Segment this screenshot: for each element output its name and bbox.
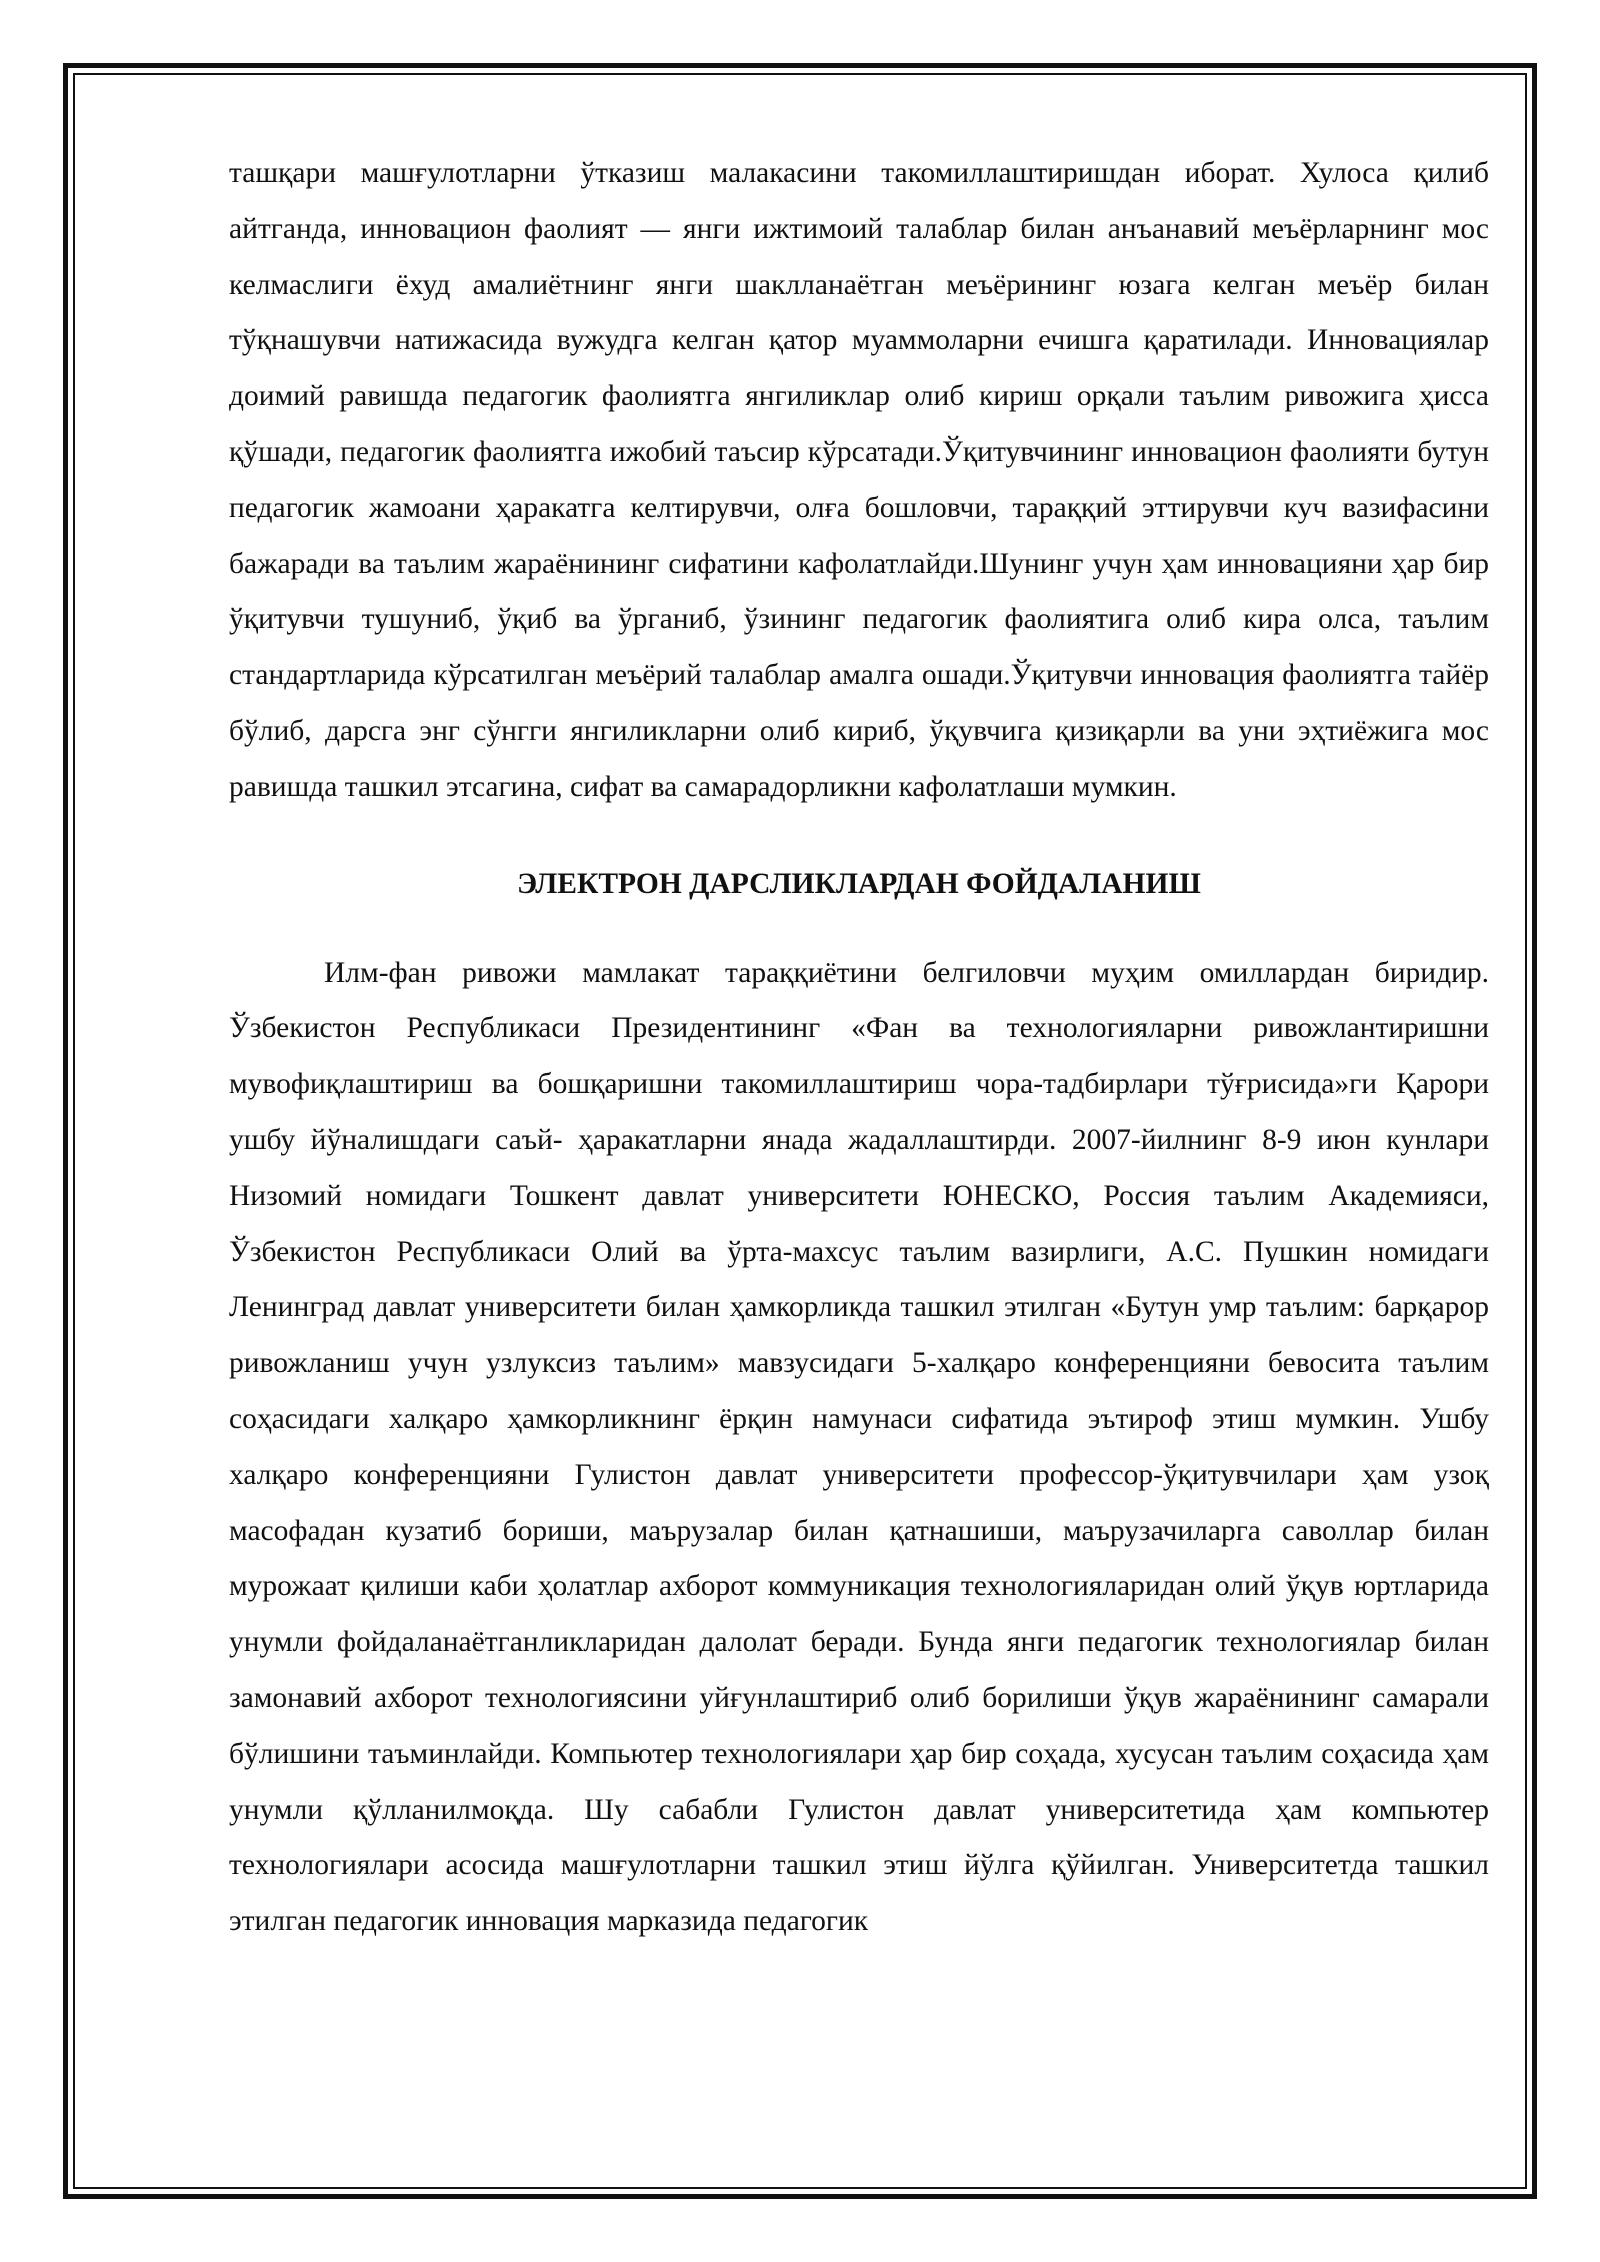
paragraph-science-development: Илм-фан ривожи мамлакат тараққиётини белгиловчи муҳим омиллардан биридир. Ўзбекистон Республикаси Президентининг «Фан ва технологияларни ривожлантиришни мувофиқлаштириш ва бошқаришни такомиллаштириш чора-тадбирлари тўғрисида»ги Қарори ушбу йўналишдаги саъй- ҳаракатларни янада жадаллаштирди. 2007-йилнинг 8-9 июн кунлари Низомий номидаги Тошкент давлат университети ЮНЕСКО, Россия таълим Академияси, Ўзбекистон Республикаси Олий ва ўрта-махсус таълим вазирлиги, А.С. Пушкин номидаги Ленинград давлат университети билан ҳамкорликда ташкил этилган «Бутун умр таълим: барқарор ривожланиш учун узлуксиз таълим» мавзусидаги 5-халқаро конференцияни бевосита таълим соҳасидаги халқаро ҳамкорликнинг ёрқин намунаси сифатида эътироф этиш мумкин. Ушбу халқаро конференцияни Гулистон давлат университети профессор-ўқитувчилари ҳам узоқ масофадан кузатиб бориши, маърузалар билан қатнашиши, маърузачиларга саволлар билан мурожаат қилиши каби ҳолатлар ахборот коммуникация технологияларидан олий ўқув юртларида унумли фойдаланаётганликларидан далолат беради. Бунда янги педагогик технологиялар билан замонавий ахборот технологиясини уйғунлаштириб олиб борилиши ўқув жараёнининг самарали бўлишини таъминлайди. Компьютер технологиялари ҳар бир соҳада, хусусан таълим соҳасида ҳам унумли қўлланилмоқда. Шу сабабли Гулистон давлат университетида ҳам компьютер технологиялари асосида машғулотларни ташкил этиш йўлга қўйилган. Университетда ташкил этилган педагогик инновация марказида педагогик bbox=[229, 956, 1489, 1938]
document-body bbox=[229, 146, 1489, 1950]
paragraph-innovation-conclusion: ташқари машғулотларни ўтказиш малакасини такомиллаштиришдан иборат. Хулоса қилиб айтганда, инновацион фаолият — янги ижтимоий талаблар билан анъанавий меъёрларнинг мос келмаслиги ёхуд амалиётнинг янги шаклланаётган меъёрининг юзага келган меъёр билан тўқнашувчи натижасида вужудга келган қатор муаммоларни ечишга қаратилади. Инновациялар доимий равишда педагогик фаолиятга янгиликлар олиб кириш орқали таълим ривожига ҳисса қўшади, педагогик фаолиятга ижобий таъсир кўрсатади.Ўқитувчининг инновацион фаолияти бутун педагогик жамоани ҳаракатга келтирувчи, олға бошловчи, тараққий эттирувчи куч вазифасини бажаради ва таълим жараёнининг сифатини кафолатлайди.Шунинг учун ҳам инновацияни ҳар бир ўқитувчи тушуниб, ўқиб ва ўрганиб, ўзининг педагогик фаолиятига олиб кира олса, таълим стандартларида кўрсатилган меъёрий талаблар амалга ошади.Ўқитувчи инновация фаолиятга тайёр бўлиб, дарсга энг сўнгги янгиликларни олиб кириб, ўқувчига қизиқарли ва уни эҳтиёжига мос равишда ташкил этсагина, сифат ва самарадорликни кафолатлаши мумкин. bbox=[229, 157, 1489, 803]
section-heading: ЭЛЕКТРОН ДАРСЛИКЛАРДАН ФОЙДАЛАНИШ bbox=[517, 867, 1201, 900]
